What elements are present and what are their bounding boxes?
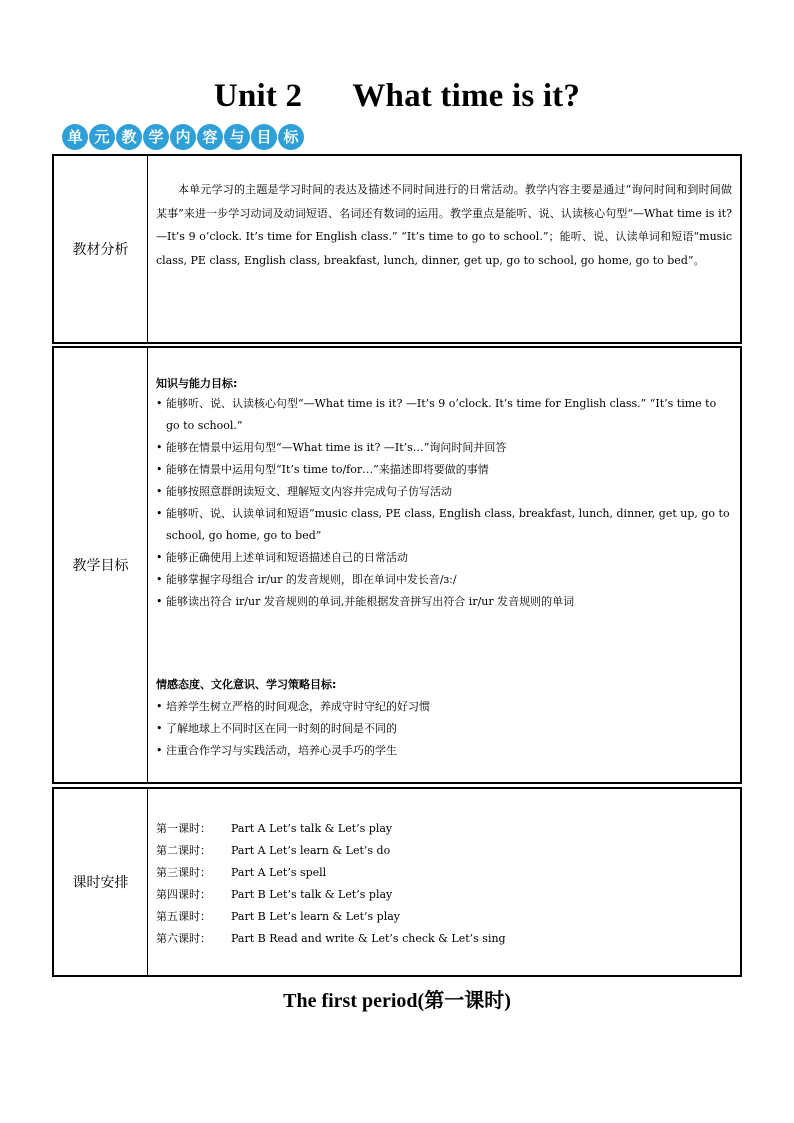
analysis-label: 教材分析 (54, 156, 148, 342)
period-content: Part B Let’s learn & Let’s play (231, 910, 401, 923)
goals-content (148, 348, 740, 782)
list-item (156, 928, 506, 950)
banner-char: 教 (116, 124, 142, 150)
emotion-heading: 情感态度、文化意识、学习策略目标: (156, 678, 337, 691)
list-item (156, 840, 506, 862)
schedule-section (52, 787, 742, 977)
list-item (156, 818, 506, 840)
period-title: The first period(第一课时) (283, 990, 511, 1012)
banner-char: 目 (251, 124, 277, 150)
list-item (156, 862, 506, 884)
unit-title: Unit 2 What time is it? (213, 78, 581, 114)
knowledge-heading: 知识与能力目标: (156, 377, 238, 390)
banner-char: 单 (62, 124, 88, 150)
list-item: • 能够掌握字母组合 ir/ur 的发音规则，即在单词中发长音/ɜː/ (156, 569, 732, 591)
list-item: • 培养学生树立严格的时间观念，养成守时守纪的好习惯 (156, 696, 732, 718)
list-item: • 能够在情景中运用句型“—What time is it? —It’s…”询问时间并回答 (156, 437, 732, 459)
banner-char: 容 (197, 124, 223, 150)
period-content: Part A Let’s spell (231, 866, 327, 879)
period-content: Part B Read and write & Let’s check & Let’s sing (231, 932, 506, 945)
period-label: 第四课时： (156, 888, 211, 901)
list-item: • 能够听、说、认读核心句型“—What time is it? —It’s 9 o’clock. It’s time for English class.” “It’s time to go to school.” (156, 393, 732, 437)
period-label: 第三课时： (156, 866, 211, 879)
banner-char: 学 (143, 124, 169, 150)
section-banner (62, 124, 304, 150)
goals-section (52, 346, 742, 784)
list-item: • 能够按照意群朗读短文、理解短文内容并完成句子仿写活动 (156, 481, 732, 503)
banner-char: 与 (224, 124, 250, 150)
period-label: 第五课时： (156, 910, 211, 923)
analysis-section (52, 154, 742, 344)
period-label: 第一课时： (156, 822, 211, 835)
schedule-list (156, 818, 506, 950)
period-content: Part A Let’s talk & Let’s play (231, 822, 393, 835)
analysis-content (148, 156, 740, 342)
list-item: • 能够读出符合 ir/ur 发音规则的单词,并能根据发音拼写出符合 ir/ur 发音规则的单词 (156, 591, 732, 613)
emotion-list (156, 696, 732, 762)
list-item: • 能够听、说、认读单词和短语“music class, PE class, English class, breakfast, lunch, dinner, get up, go to school, go home, go to bed” (156, 503, 732, 547)
goals-label: 教学目标 (54, 348, 148, 782)
banner-char: 标 (278, 124, 304, 150)
list-item: • 注重合作学习与实践活动，培养心灵手巧的学生 (156, 740, 732, 762)
list-item (156, 906, 506, 928)
period-content: Part B Let’s talk & Let’s play (231, 888, 393, 901)
banner-char: 内 (170, 124, 196, 150)
analysis-text: 本单元学习的主题是学习时间的表达及描述不同时间进行的日常活动。教学内容主要是通过“询问时间和到时间做某事”来进一步学习动词及动词短语、名词还有数词的运用。教学重点是能听、说、认读核心句型“—What time is it? —It’s 9 o’clock. It’s time for English class.” “It’s time to go to school.”；能听、说、认读单词和短语“music class, PE class, English class, breakfast, lunch, dinner, get up, go to school, go home, go to bed”。 (156, 183, 732, 267)
period-label: 第二课时： (156, 844, 211, 857)
list-item: • 能够正确使用上述单词和短语描述自己的日常活动 (156, 547, 732, 569)
banner-char: 元 (89, 124, 115, 150)
period-label: 第六课时： (156, 932, 211, 945)
period-content: Part A Let’s learn & Let’s do (231, 844, 391, 857)
list-item: • 能够在情景中运用句型“It’s time to/for…”来描述即将要做的事情 (156, 459, 732, 481)
schedule-label: 课时安排 (54, 789, 148, 975)
schedule-content (148, 789, 740, 975)
knowledge-list (156, 393, 732, 613)
list-item: • 了解地球上不同时区在同一时刻的时间是不同的 (156, 718, 732, 740)
list-item (156, 884, 506, 906)
